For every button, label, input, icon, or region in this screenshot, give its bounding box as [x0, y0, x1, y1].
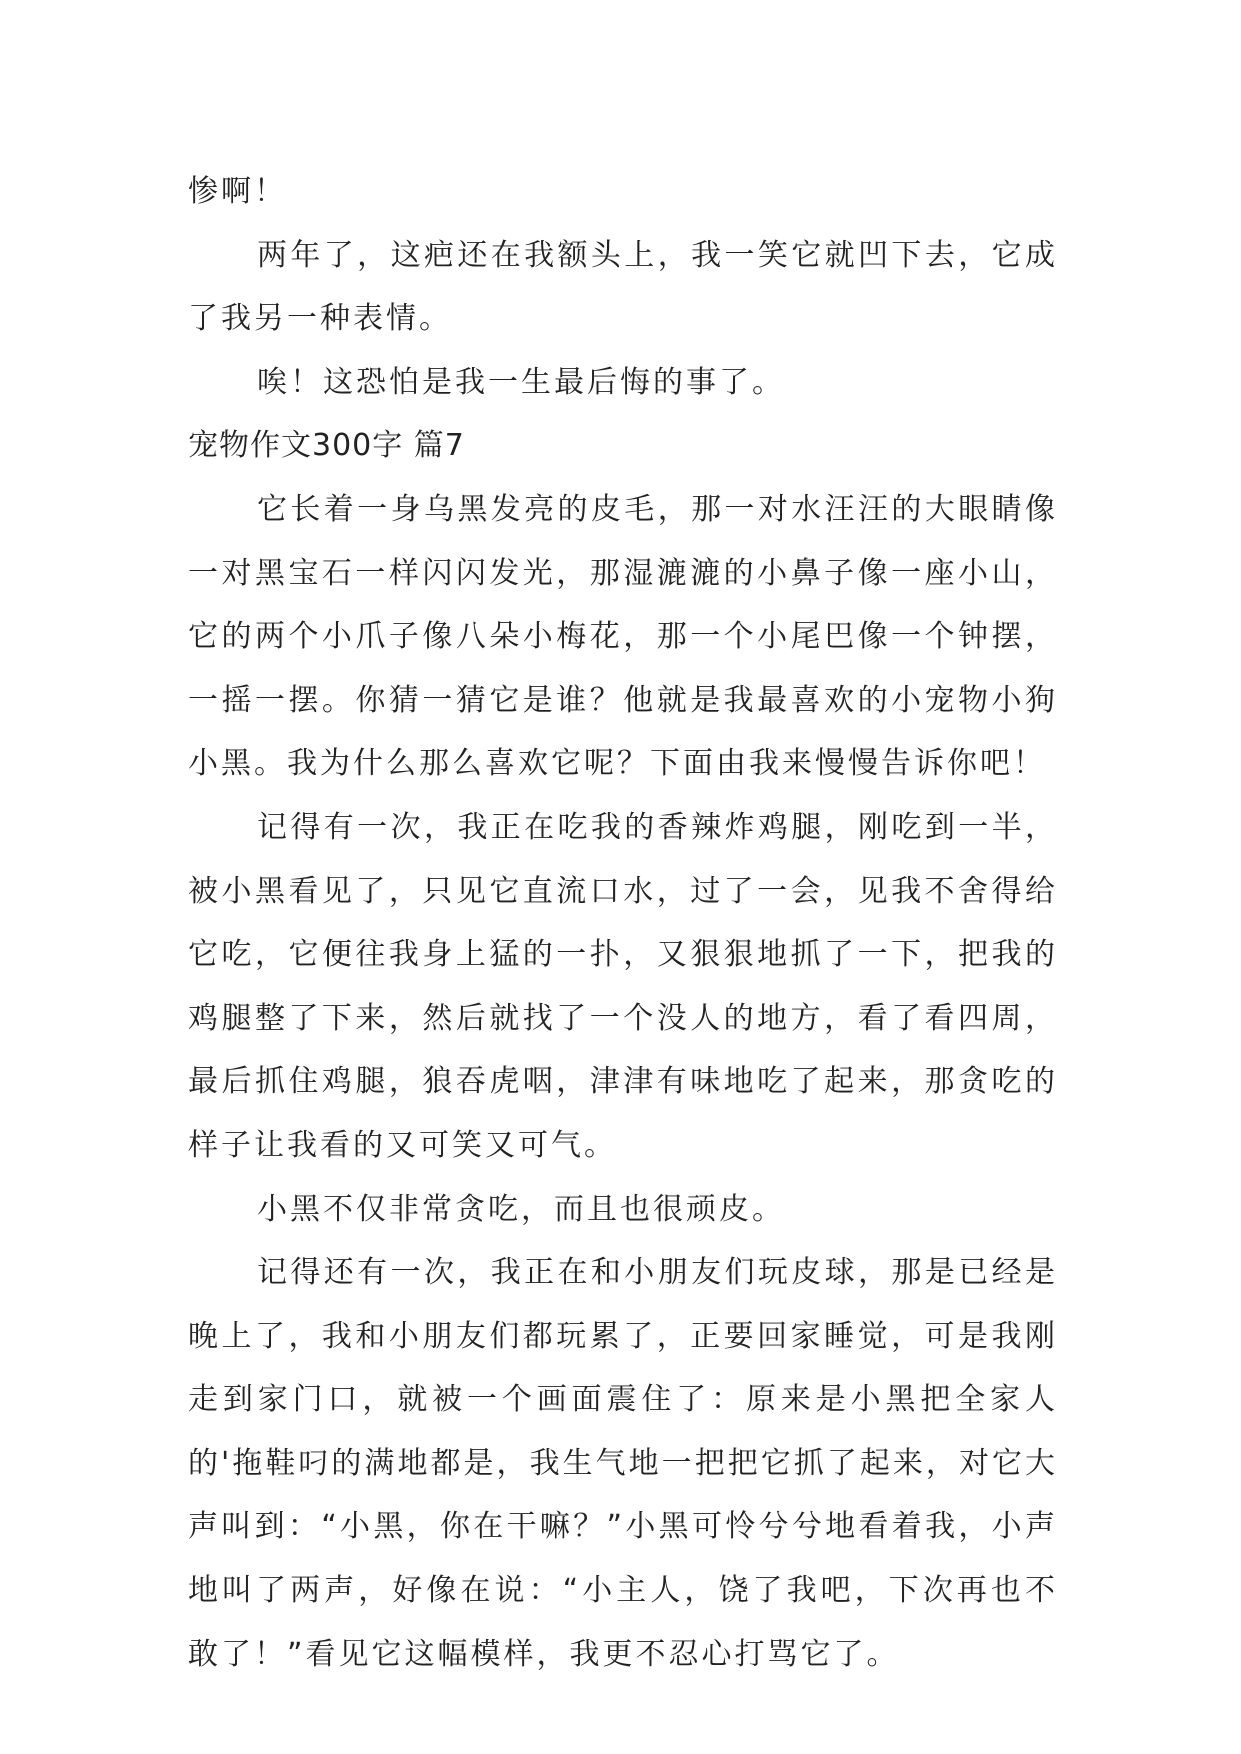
- document-body: [188, 160, 1058, 1686]
- paragraph: 它长着一身乌黑发亮的皮毛，那一对水汪汪的大眼睛像一对黑宝石一样闪闪发光，那湿漉漉的小鼻子像一座小山，它的两个小爪子像八朵小梅花，那一个小尾巴像一个钟摆，一摇一摆。你猜一猜它是谁？他就是我最喜欢的小宠物小狗小黑。我为什么那么喜欢它呢？下面由我来慢慢告诉你吧！: [188, 491, 1058, 782]
- paragraph: 小黑不仅非常贪吃，而且也很顽皮。: [257, 1191, 785, 1227]
- paragraph: 两年了，这疤还在我额头上，我一笑它就凹下去，它成了我另一种表情。: [188, 237, 1058, 337]
- paragraph: 唉！这恐怕是我一生最后悔的事了。: [257, 364, 785, 400]
- paragraph: 惨啊！: [188, 174, 287, 209]
- section-heading: 宠物作文300字 篇7: [188, 428, 465, 464]
- paragraph: 记得有一次，我正在吃我的香辣炸鸡腿，刚吃到一半，被小黑看见了，只见它直流口水，过了一会，见我不舍得给它吃，它便往我身上猛的一扑，又狠狠地抓了一下，把我的鸡腿整了下来，然后就找了一个没人的地方，看了看四周，最后抓住鸡腿，狼吞虎咽，津津有味地吃了起来，那贪吃的样子让我看的又可笑又可气。: [188, 809, 1058, 1163]
- paragraph: 记得还有一次，我正在和小朋友们玩皮球，那是已经是晚上了，我和小朋友们都玩累了，正要回家睡觉，可是我刚走到家门口，就被一个画面震住了：原来是小黑把全家人的'拖鞋叼的满地都是，我生气地一把把它抓了起来，对它大声叫到：“小黑，你在干嘛？”小黑可怜兮兮地看着我，小声地叫了两声，好像在说：“小主人，饶了我吧，下次再也不敢了！”看见它这幅模样，我更不忍心打骂它了。: [188, 1255, 1058, 1672]
